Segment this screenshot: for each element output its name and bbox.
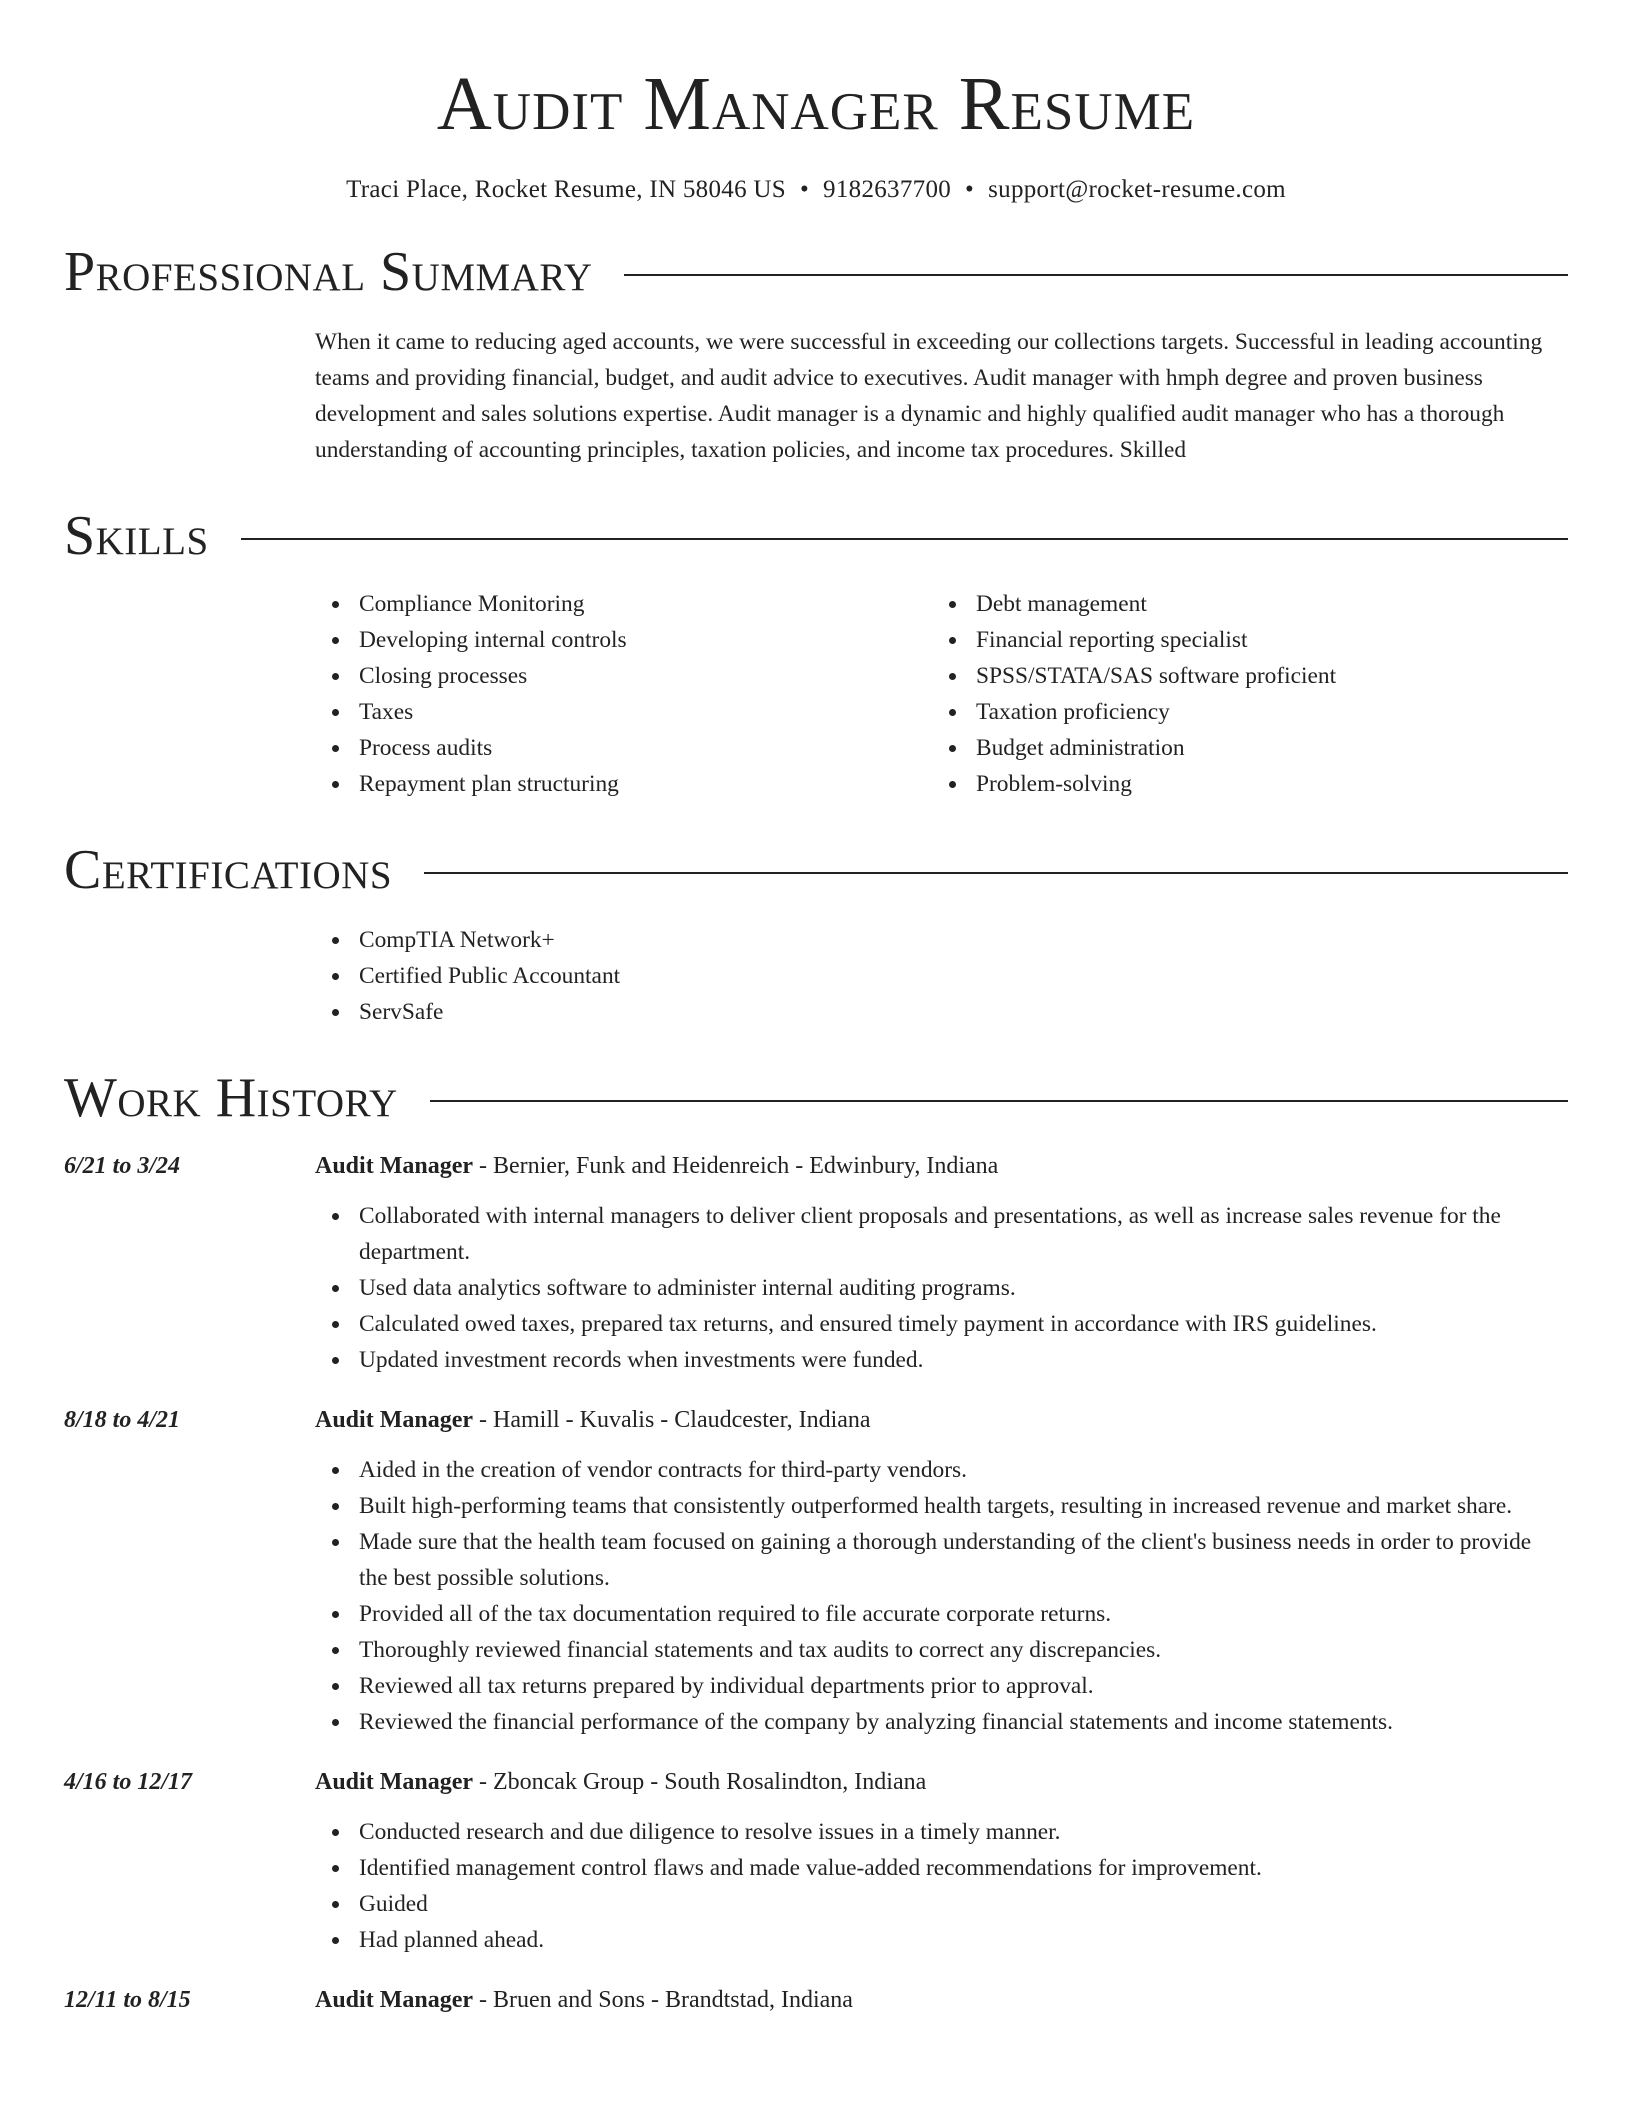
certifications-list [315,922,1568,1030]
skill-item: Problem-solving [932,766,1568,802]
job-bullets [315,1452,1568,1740]
job-bullet: Used data analytics software to administer internal auditing programs. [315,1270,1568,1306]
section-divider [424,872,1568,874]
skill-item: Closing processes [315,658,932,694]
certification-item: CompTIA Network+ [315,922,1568,958]
address: Traci Place, Rocket Resume, IN 58046 US [346,176,786,203]
job-bullet: Built high-performing teams that consistently outperformed health targets, resulting in increased revenue and market share. [315,1488,1568,1524]
skills-list-right [932,586,1568,802]
job-bullet: Thoroughly reviewed financial statements and tax audits to correct any discrepancies. [315,1632,1568,1668]
job-bullet: Calculated owed taxes, prepared tax returns, and ensured timely payment in accordance with IRS guidelines. [315,1306,1568,1342]
job-heading [315,1764,1568,1800]
skill-item: Taxes [315,694,932,730]
resume-title: Audit Manager Resume [436,62,1196,146]
contact-separator: • [799,176,810,203]
job-bullet: Reviewed all tax returns prepared by individual departments prior to approval. [315,1668,1568,1704]
job-heading [315,1402,1568,1438]
skill-item: Debt management [932,586,1568,622]
job-bullet: Collaborated with internal managers to deliver client proposals and presentations, as well as increase sales revenue for the department. [315,1198,1568,1270]
job-title: Audit Manager [315,1407,473,1433]
work-history-list [64,1148,1568,2018]
job-dates: 12/11 to 8/15 [64,1987,191,2013]
job-employer: - Hamill - Kuvalis - Claudcester, Indiana [473,1407,871,1433]
job-entry [64,1764,1568,1958]
skills-list-left [315,586,932,802]
section-divider [624,274,1568,276]
section-divider [430,1100,1568,1102]
resume-page [64,0,1568,2018]
job-title: Audit Manager [315,1987,473,2013]
job-detail [315,1982,1568,2018]
job-bullet: Updated investment records when investments were funded. [315,1342,1568,1378]
job-bullet: Reviewed the financial performance of the company by analyzing financial statements and income statements. [315,1704,1568,1740]
job-bullets [315,1814,1568,1958]
skill-item: Repayment plan structuring [315,766,932,802]
skill-item: Taxation proficiency [932,694,1568,730]
summary-text: When it came to reducing aged accounts, we were successful in exceeding our collections targets. Successful in leading accounting teams and providing financial, budget, and audit advice to executives. Audit manager with hmph degree and proven business development and sales solutions expertise. Audit manager is a dynamic and highly qualified audit manager who has a thorough understanding of accounting principles, taxation policies, and income tax procedures. Skilled [315,329,1543,463]
skills-grid [315,586,1568,802]
job-entry [64,1148,1568,1378]
job-bullet: Identified management control flaws and made value-added recommendations for improvement. [315,1850,1568,1886]
job-dates: 8/18 to 4/21 [64,1407,181,1433]
job-employer: - Zboncak Group - South Rosalindton, Indiana [473,1769,927,1795]
email-link[interactable]: support@rocket-resume.com [988,176,1286,203]
job-bullet: Conducted research and due diligence to resolve issues in a timely manner. [315,1814,1568,1850]
summary-section-heading [64,241,1568,303]
work-history-section-heading [64,1067,1568,1129]
job-entry [64,1982,1568,2018]
job-bullet: Aided in the creation of vendor contracts for third-party vendors. [315,1452,1568,1488]
job-bullet: Made sure that the health team focused on gaining a thorough understanding of the client's business needs in order to provide the best possible solutions. [315,1524,1568,1596]
job-title: Audit Manager [315,1153,473,1179]
certifications-section-heading [64,839,1568,901]
skill-item: Financial reporting specialist [932,622,1568,658]
job-entry [64,1402,1568,1740]
contact-separator: • [965,176,975,203]
job-bullet: Guided [315,1886,1568,1922]
section-title: Certifications [64,839,393,901]
job-dates: 4/16 to 12/17 [64,1769,193,1795]
certification-item: Certified Public Accountant [315,958,1568,994]
job-employer: - Bruen and Sons - Brandtstad, Indiana [473,1987,853,2013]
skills-section-heading [64,505,1568,567]
section-title: Skills [64,505,209,567]
job-detail [315,1402,1568,1740]
job-title: Audit Manager [315,1769,473,1795]
job-bullet: Provided all of the tax documentation required to file accurate corporate returns. [315,1596,1568,1632]
job-dates: 6/21 to 3/24 [64,1153,181,1179]
job-heading [315,1148,1568,1184]
skill-item: Budget administration [932,730,1568,766]
section-title: Work History [64,1067,398,1129]
job-detail [315,1148,1568,1378]
section-divider [241,538,1568,540]
certification-item: ServSafe [315,994,1568,1030]
job-employer: - Bernier, Funk and Heidenreich - Edwinbury, Indiana [473,1153,999,1179]
skill-item: Compliance Monitoring [315,586,932,622]
skill-item: SPSS/STATA/SAS software proficient [932,658,1568,694]
job-bullets [315,1198,1568,1378]
phone: 9182637700 [823,176,952,203]
contact-line [64,176,1568,204]
skill-item: Developing internal controls [315,622,932,658]
job-bullet: Had planned ahead. [315,1922,1568,1958]
skill-item: Process audits [315,730,932,766]
job-detail [315,1764,1568,1958]
job-heading [315,1982,1568,2018]
section-title: Professional Summary [64,241,593,303]
